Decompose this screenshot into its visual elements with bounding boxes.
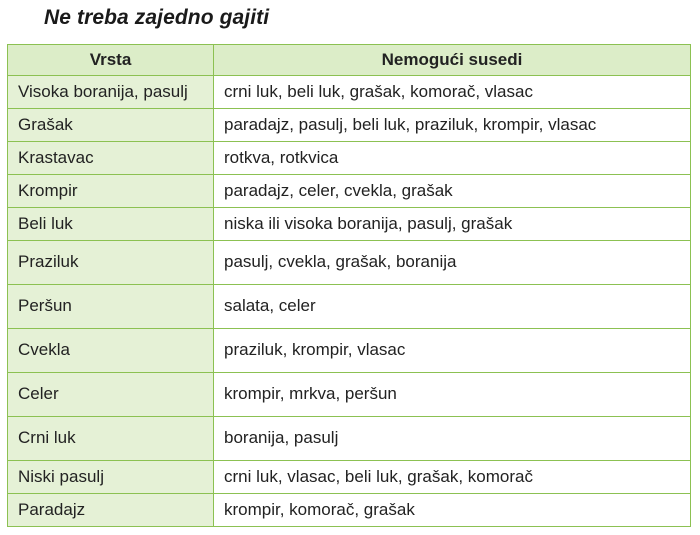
neighbors-cell: rotkva, rotkvica bbox=[214, 142, 691, 175]
table-row bbox=[8, 329, 691, 373]
table-row bbox=[8, 461, 691, 494]
table-row bbox=[8, 142, 691, 175]
species-cell: Beli luk bbox=[8, 208, 214, 241]
neighbors-cell: krompir, komorač, grašak bbox=[214, 494, 691, 527]
species-cell: Cvekla bbox=[8, 329, 214, 373]
table-header-row bbox=[8, 45, 691, 76]
species-cell: Krastavac bbox=[8, 142, 214, 175]
neighbors-cell: salata, celer bbox=[214, 285, 691, 329]
table-row bbox=[8, 494, 691, 527]
companion-planting-table bbox=[7, 44, 691, 527]
neighbors-cell: paradajz, pasulj, beli luk, praziluk, krompir, vlasac bbox=[214, 109, 691, 142]
table-row bbox=[8, 76, 691, 109]
neighbors-cell: pasulj, cvekla, grašak, boranija bbox=[214, 241, 691, 285]
header-neighbors: Nemogući susedi bbox=[214, 45, 691, 76]
page-title: Ne treba zajedno gajiti bbox=[44, 6, 270, 29]
table-row bbox=[8, 109, 691, 142]
neighbors-cell: boranija, pasulj bbox=[214, 417, 691, 461]
species-cell: Peršun bbox=[8, 285, 214, 329]
species-cell: Celer bbox=[8, 373, 214, 417]
species-cell: Grašak bbox=[8, 109, 214, 142]
table-row bbox=[8, 241, 691, 285]
neighbors-cell: krompir, mrkva, peršun bbox=[214, 373, 691, 417]
table-row bbox=[8, 373, 691, 417]
species-cell: Visoka boranija, pasulj bbox=[8, 76, 214, 109]
neighbors-cell: paradajz, celer, cvekla, grašak bbox=[214, 175, 691, 208]
table-row bbox=[8, 285, 691, 329]
table-row bbox=[8, 175, 691, 208]
neighbors-cell: niska ili visoka boranija, pasulj, grašak bbox=[214, 208, 691, 241]
table-row bbox=[8, 208, 691, 241]
species-cell: Crni luk bbox=[8, 417, 214, 461]
species-cell: Praziluk bbox=[8, 241, 214, 285]
header-species: Vrsta bbox=[8, 45, 214, 76]
neighbors-cell: praziluk, krompir, vlasac bbox=[214, 329, 691, 373]
table-row bbox=[8, 417, 691, 461]
species-cell: Paradajz bbox=[8, 494, 214, 527]
species-cell: Krompir bbox=[8, 175, 214, 208]
neighbors-cell: crni luk, vlasac, beli luk, grašak, komorač bbox=[214, 461, 691, 494]
species-cell: Niski pasulj bbox=[8, 461, 214, 494]
neighbors-cell: crni luk, beli luk, grašak, komorač, vlasac bbox=[214, 76, 691, 109]
